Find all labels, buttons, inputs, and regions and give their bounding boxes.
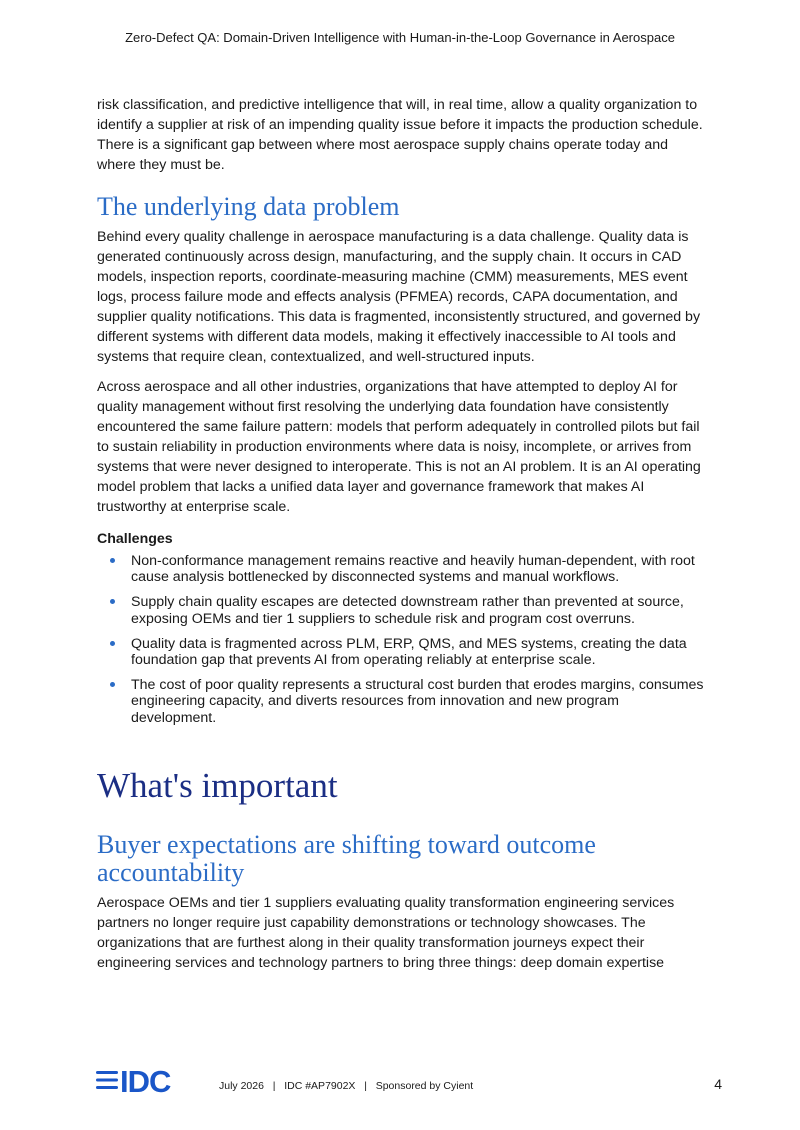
- body-paragraph: Across aerospace and all other industries, organizations that have attempted to deploy AI for quality management without first resolving the underlying data foundation have consistently encountered the same failure pattern: models that perform adequately in controlled pilots but fail to sustain reliability in production environments where data is noisy, incomplete, or arrives from systems that were never designed to interoperate. This is not an AI problem. It is an AI operating model problem that lacks a unified data layer and governance framework that makes AI trustworthy at enterprise scale.: [97, 379, 701, 515]
- bullet-icon: [110, 558, 115, 563]
- challenges-title: Challenges: [97, 531, 173, 547]
- list-item: [97, 677, 707, 726]
- list-item-text: Supply chain quality escapes are detected downstream rather than prevented at source, exposing OEMs and tier 1 suppliers to schedule risk and program cost overruns.: [131, 594, 684, 627]
- idc-logo-icon: [96, 1066, 192, 1094]
- list-item-text: Non-conformance management remains reactive and heavily human-dependent, with root cause analysis bottlenecked by disconnected systems and manual workflows.: [131, 553, 695, 586]
- bullet-icon: [110, 682, 115, 687]
- bullet-icon: [110, 599, 115, 604]
- page-number: 4: [714, 1076, 722, 1092]
- list-item: [97, 636, 707, 668]
- major-heading-whats-important: What's important: [97, 765, 338, 805]
- page-content: [97, 95, 707, 983]
- page-footer: [0, 1062, 800, 1102]
- footer-separator: |: [272, 1080, 276, 1092]
- logo-text: IDC: [120, 1066, 171, 1094]
- body-paragraph: Behind every quality challenge in aerospace manufacturing is a data challenge. Quality data is generated continuously across design, manufacturing, and the supply chain. It occurs in CAD models, inspection reports, coordinate-measuring machine (CMM) measurements, MES event logs, process failure mode and effects analysis (PFMEA) records, CAPA documentation, and supplier quality notifications. This data is fragmented, inconsistently structured, and governed by different systems with different data models, making it effectively inaccessible to AI tools and systems that require clean, contextualized, and well-structured inputs.: [97, 229, 701, 365]
- list-item: [97, 553, 707, 585]
- challenges-list: [97, 553, 707, 726]
- list-item-text: The cost of poor quality represents a structural cost burden that erodes margins, consumes engineering capacity, and diverts resources from innovation and new program development.: [131, 677, 704, 726]
- running-header: Zero-Defect QA: Domain-Driven Intelligence with Human-in-the-Loop Governance in Aerospace: [125, 30, 675, 45]
- intro-paragraph: risk classification, and predictive intelligence that will, in real time, allow a quality organization to identify a supplier at risk of an impending quality issue before it impacts the production schedule. There is a significant gap between where most aerospace supply chains operate today and where they must be.: [97, 97, 703, 173]
- footer-doc-id: IDC #AP7902X: [284, 1080, 356, 1092]
- bullet-icon: [110, 641, 115, 646]
- body-paragraph: Aerospace OEMs and tier 1 suppliers evaluating quality transformation engineering services partners no longer require just capability demonstrations or technology showcases. The organizations that are furthest along in their quality transformation journeys expect their engineering services and technology partners to bring three things: deep domain expertise: [97, 894, 675, 971]
- footer-sponsor: Sponsored by Cyient: [375, 1080, 474, 1092]
- section-heading-buyer-expectations: Buyer expectations are shifting toward outcome accountability: [97, 829, 596, 887]
- footer-info: [219, 1080, 473, 1092]
- list-item-text: Quality data is fragmented across PLM, ERP, QMS, and MES systems, creating the data foundation gap that prevents AI from operating reliably at enterprise scale.: [131, 635, 687, 669]
- footer-date: July 2026: [219, 1080, 264, 1092]
- list-item: [97, 594, 707, 626]
- footer-separator: |: [364, 1080, 367, 1092]
- section-heading-data-problem: The underlying data problem: [97, 192, 400, 221]
